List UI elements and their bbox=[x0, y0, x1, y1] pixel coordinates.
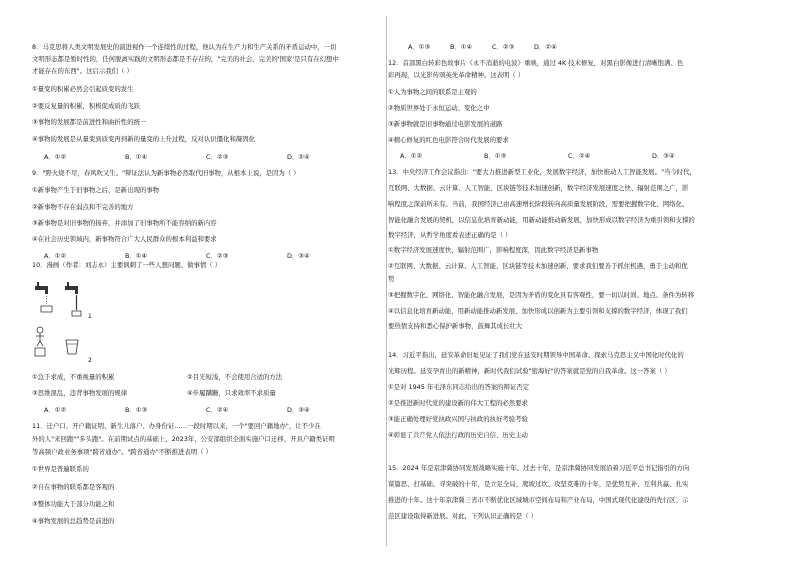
q13-line-1: 13．中央经济工作会议指出："要大力推进新型工业化，发展数字经济，加快推动人工智能发展。"当今时代， bbox=[388, 168, 696, 176]
cartoon-panel-label: 2 bbox=[88, 357, 92, 364]
q13-line-4: 智能化融合发展的契机，以信息化培育新动能，用新动能推动新发展，加快形成以数字经济为重引领和支撑的 bbox=[388, 216, 695, 224]
q13-item-2: ②互联网、大数据、云计算、人工智能、区块链等技术加速创新，要求我们要善于抓住机遇，勇于主动和优 bbox=[388, 262, 688, 270]
faucet-icon bbox=[35, 282, 52, 312]
q10-option-d[interactable]: D．③④ bbox=[287, 406, 310, 414]
q11-line-3: 等高频户政业务事项"跨省通办"。"跨省通办"不断推进表明（ ） bbox=[32, 448, 212, 456]
q13-item-4: ④以信息化培育新动能，用新动能推动新发展，加快形成以创新为主要引领和支撑的数字经济，体现了我们 bbox=[388, 307, 688, 315]
q8-line-2: 文明形态都是暂时性的，任何脱离实践的文明形态都是不存在的，"完美的社会，完美的'国家'是只有在幻想中 bbox=[32, 55, 339, 63]
q8-option-b[interactable]: B．①④ bbox=[125, 153, 148, 161]
q12-item-3: ③新事物就是旧事物通过电影发展的道路 bbox=[388, 120, 503, 128]
q12-line-2: 彩再现，以光影传颂英先革命精神。这表明（ ） bbox=[388, 71, 525, 79]
q14-line-2: 光辉历程。延安孕育出的新精神，新时代我们试验"密海好"的答案就是党的自我革命。这一答案（ ） bbox=[388, 367, 671, 375]
q15-line-4: 范区建设取得新进展。对此，下列认识正确的是（ ） bbox=[388, 512, 538, 520]
q13-line-2: 互联网、大数据、云计算、人工智能、区块链等技术加速创新，数字经济发展速度之快、辐射范围之广，影 bbox=[388, 184, 689, 192]
q13-item-1: ①数字经济发展速度快、辐射范围广，影响程度深，因此数字经济是新事物 bbox=[388, 246, 599, 254]
q12-option-b[interactable]: B．①③ bbox=[484, 152, 507, 160]
q11-option-a[interactable]: A．①③ bbox=[408, 43, 431, 51]
faucet-icon bbox=[65, 282, 81, 316]
q11-option-d[interactable]: D．②④ bbox=[534, 43, 557, 51]
q8-item-4: ④事物的发展是从量变到质变再到新的量变的上升过程，反对认识僵化和凝固化 bbox=[32, 135, 256, 143]
q13-line-5: 数字经济，从哲学角度看表述正确的是（ ） bbox=[388, 231, 512, 239]
faucet-cartoon bbox=[32, 274, 94, 366]
q12-option-c[interactable]: C．②④ bbox=[568, 152, 591, 160]
q13-line-3: 响程度之深前所未有。当前，我国经济已由高速增长阶段转向高质量发展阶段，需要把握数字化、网络化、 bbox=[388, 200, 689, 208]
q13-item-3: ③把握数字化、网络化、智能化融合发展，是因为矛盾的变化具有客观性，要一切以时间、地点、条件为转移 bbox=[388, 291, 695, 299]
q15-line-3: 推进的十年。这十年京津冀三省市不断优化区域城市空间布局和产业布局，中国式现代化建设的先行区、示 bbox=[388, 496, 689, 504]
q9-option-b[interactable]: B．①④ bbox=[125, 252, 148, 260]
q12-item-2: ②物质世界处于永恒运动、变化之中 bbox=[388, 104, 490, 112]
q10-intro: 10．漫画（作者：刘志永）主要讽刺了一些人想问题、做事情（ ） bbox=[32, 261, 222, 269]
q13-item-4-cont: 要热情支持和悉心保护新事物，鼓舞其成长壮大 bbox=[388, 322, 523, 330]
q9-item-4: ④在社会历史领域内，新事物符合广大人民群众的根本利益和要求 bbox=[32, 235, 217, 243]
q11-item-3: ③整体功能大于部分功能之和 bbox=[32, 500, 115, 508]
q8-line-3: 才能存在的东西"。这启示我们（ ） bbox=[32, 67, 133, 75]
q11-item-2: ②自在事物的联系都是客观的 bbox=[32, 483, 115, 491]
q9-option-d[interactable]: D．③④ bbox=[287, 252, 310, 260]
cartoon-panel-label: 1 bbox=[88, 313, 92, 320]
bucket-icon bbox=[66, 340, 78, 354]
left-column bbox=[0, 0, 386, 562]
q9-option-c[interactable]: C．②③ bbox=[206, 252, 229, 260]
q11-item-1: ①世界是普遍联系的 bbox=[32, 465, 89, 473]
q12-item-1: ①人为事物之间的联系是主观的 bbox=[388, 88, 477, 96]
q14-item-4: ④彰显了共产党人依法行政的历史自信、历史主动 bbox=[388, 431, 528, 439]
right-column bbox=[388, 0, 794, 562]
q14-item-2: ②是推进新时代党的建设新的伟大工程的必然要求 bbox=[388, 399, 528, 407]
q8-option-c[interactable]: C．②③ bbox=[206, 153, 229, 161]
q9-item-1: ①新事物产生于旧事物之后，是新出现的事物 bbox=[32, 186, 160, 194]
q10-item-1: ①急于求成，不重视量的积累 bbox=[32, 373, 115, 381]
q14-item-3: ③能正确处理好党执政兴国与执政的执好考验考验 bbox=[388, 415, 528, 423]
q12-option-d[interactable]: D．③④ bbox=[652, 152, 675, 160]
q13-item-2-cont: 势 bbox=[388, 275, 395, 283]
q9-line-1: 9．"野火烧不尽，春风吹又生。"辩证法认为新事物必然取代旧事物，从根本上说，是因为（ ） bbox=[32, 169, 300, 177]
q8-item-2: ②要反复量的积累，积极促成质的飞跃 bbox=[32, 102, 140, 110]
q14-item-1: ①是对 1945 年毛泽东同志给出的答案的辩证否定 bbox=[388, 383, 530, 391]
figure-icon bbox=[35, 327, 45, 356]
q9-item-3: ③新事物是对旧事物的扬弃，并添加了旧事物所不能容纳的新内容 bbox=[32, 219, 217, 227]
q9-item-2: ②新事物不存在弱点和不完善的地方 bbox=[32, 203, 134, 211]
q11-line-2: 外的人"来回跑""多头跑"。在前期试点的基础上，2023年，公安部组织全面实施户口迁移、开具户籍类证明 bbox=[32, 435, 335, 443]
q15-line-2: 谋篇思、打基础、寻突破的十年，是立足全局、爬坡过坎、攻坚克难的十年，是优势互补、互利共赢、扎实 bbox=[388, 480, 689, 488]
q10-item-4: ④步履蹒跚，只求效率不求质量 bbox=[187, 389, 276, 397]
q8-option-a[interactable]: A．①② bbox=[44, 153, 67, 161]
q10-option-b[interactable]: B．①③ bbox=[125, 406, 148, 414]
q14-line-1: 14．习近平指出，延安革命旧址见证了我们党在延安时期领导中国革命、探索马克思主义中国化时代化的 bbox=[388, 351, 684, 359]
q11-item-4: ④事物发展的总趋势是前进的 bbox=[32, 517, 115, 525]
q8-option-d[interactable]: D．②④ bbox=[287, 153, 310, 161]
q11-option-b[interactable]: B．①④ bbox=[450, 43, 473, 51]
q11-option-c[interactable]: C．②③ bbox=[492, 43, 515, 51]
column-divider bbox=[386, 16, 387, 546]
q12-item-4: ④精心修复的红色电影符合时代发展的要求 bbox=[388, 136, 509, 144]
q8-item-1: ①量变的积累必然会引起质变的发生 bbox=[32, 85, 134, 93]
q12-option-a[interactable]: A．①② bbox=[400, 152, 423, 160]
q10-item-2: ②目光短浅，不会使用合适的方法 bbox=[187, 373, 283, 381]
q10-option-c[interactable]: C．②④ bbox=[206, 406, 229, 414]
q15-line-1: 15．2024 年是京津冀协同发展战略实施十年。过去十年，是京津冀协同发展沿着习近平总书记指引的方向 bbox=[388, 464, 690, 472]
q9-option-a[interactable]: A．①② bbox=[44, 252, 67, 260]
q12-line-1: 12．首部黑白转彩色故事片《永不消逝的电波》重映，通过 4K 技术修复，对黑白影像进行清晰饱满、色 bbox=[388, 59, 684, 67]
q8-item-3: ③事物的发展都是前进性和曲折性的统一 bbox=[32, 118, 147, 126]
q8-line-1: 8．马克思将人类文明发展史的演进视作一个连续性的过程，他认为在生产力和生产关系的矛盾运动中，一切 bbox=[32, 43, 337, 51]
q11-line-1: 11．迁户口、开户籍证明、新生儿落户、办身份证……一段时期以来，一个"要回户籍地办"，让不少在 bbox=[32, 422, 321, 430]
q10-option-a[interactable]: A．①② bbox=[44, 406, 67, 414]
q10-item-3: ③思维混乱，违背事物发展的规律 bbox=[32, 389, 128, 397]
